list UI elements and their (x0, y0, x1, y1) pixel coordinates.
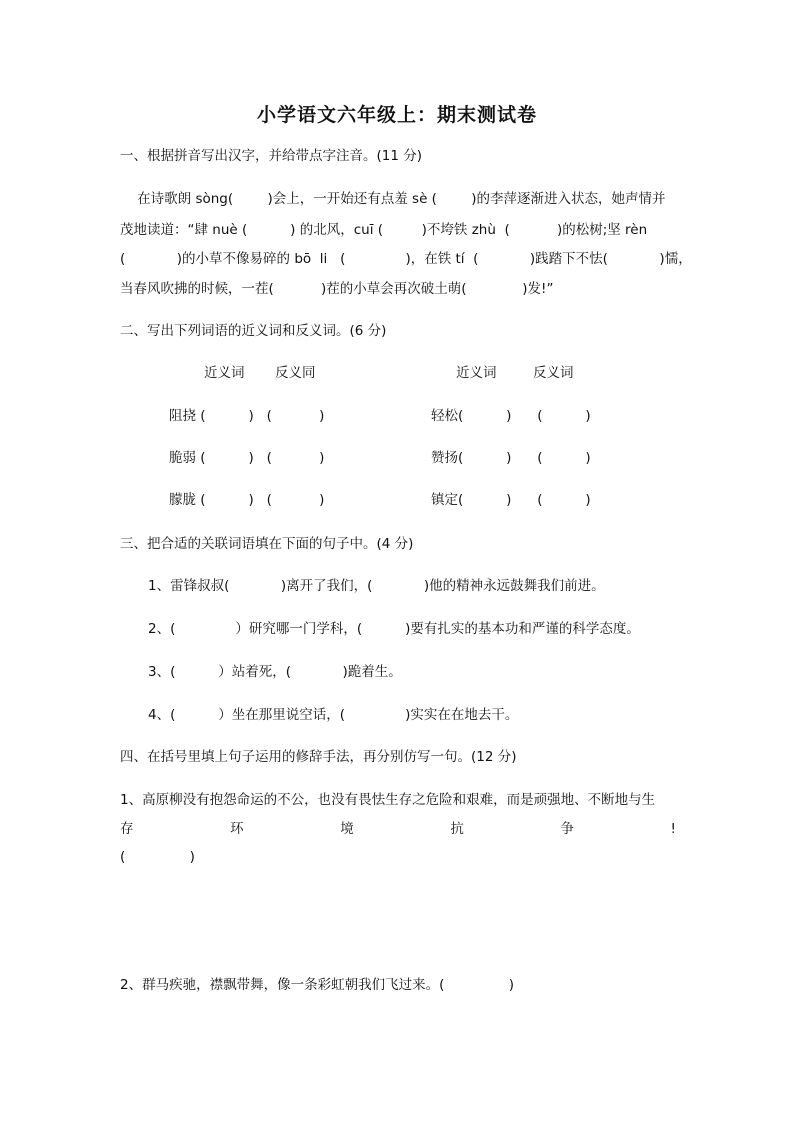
right-synonym-header: 近义词 (456, 365, 497, 381)
left-synonym-header: 近义词 (204, 365, 245, 381)
spread-char: 环 (230, 821, 244, 837)
word-row-left: 朦胧 ( ) ( ) (169, 492, 325, 508)
rhetoric-question-2: 2、群马疾驰，襟飘带舞，像一条彩虹朝我们飞过来。( ) (120, 977, 514, 993)
rhetoric-question-1-line1: 1、高原柳没有抱怨命运的不公，也没有畏怯生存之危险和艰难，而是顽强地、不断地与生 (120, 792, 656, 808)
word-row-left: 脆弱 ( ) ( ) (169, 450, 325, 466)
word-row-right: 赞扬( ) ( ) (431, 450, 591, 466)
section1-heading: 一、根据拼音写出汉字，并给带点字注音。(11 分) (120, 148, 423, 164)
connective-item-4: 4、( ）坐在那里说空话，( )实实在在地去干。 (148, 707, 519, 723)
section1-line-3: ( )的小草不像易碎的 bō li ( )，在铁 tí ( )践踏下不怯( )懦， (120, 251, 692, 267)
spread-char: 境 (340, 821, 354, 837)
section1-line-1: 在诗歌朗 sòng( )会上，一开始还有点羞 sè ( )的李萍逐渐进入状态，她声情并 (120, 191, 666, 207)
connective-item-1: 1、雷锋叔叔( )离开了我们，( )他的精神永远鼓舞我们前进。 (148, 578, 605, 594)
word-row-right: 镇定( ) ( ) (431, 492, 591, 508)
section2-heading: 二、写出下列词语的近义词和反义词。(6 分) (120, 323, 387, 339)
left-antonym-header: 反义同 (275, 365, 316, 381)
connective-item-2: 2、( ）研究哪一门学科，( )要有扎实的基本功和严谨的科学态度。 (148, 621, 640, 637)
word-row-left: 阻挠 ( ) ( ) (169, 408, 325, 424)
word-row-right: 轻松( ) ( ) (431, 408, 591, 424)
connective-item-3: 3、( ）站着死，( )跪着生。 (148, 664, 402, 680)
rhetoric-question-1-answer: ( ) (120, 849, 195, 865)
page-title: 小学语文六年级上：期末测试卷 (256, 104, 537, 126)
section4-heading: 四、在括号里填上句子运用的修辞手法，再分别仿写一句。(12 分) (120, 749, 517, 765)
right-antonym-header: 反义词 (533, 365, 574, 381)
spread-char: 争 (560, 821, 574, 837)
section1-line-4: 当春风吹拂的时候，一茬( )茬的小草会再次破土萌( )发!” (120, 281, 554, 297)
spread-char: 存 (120, 821, 134, 837)
rhetoric-question-1-line2 (120, 823, 676, 837)
spread-char: ! (670, 821, 676, 837)
spread-char: 抗 (450, 821, 464, 837)
section1-line-2: 茂地读道：“肆 nuè ( ) 的北风，cuī ( )不垮铁 zhù ( )的松树;坚 rèn (120, 222, 648, 238)
section3-heading: 三、把合适的关联词语填在下面的句子中。(4 分) (120, 536, 414, 552)
